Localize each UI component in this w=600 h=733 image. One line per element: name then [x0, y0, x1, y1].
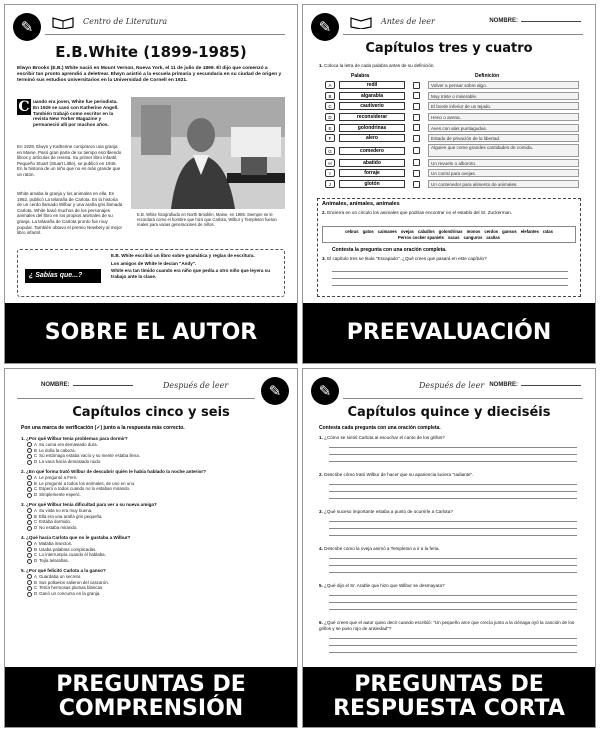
definition-box: Un revuelo o alboroto.	[428, 159, 579, 167]
answer-box[interactable]	[413, 159, 420, 166]
instruction-2-text: Encierra en un círculo los animales que podrías encontrar en el establo del Sr. Zuckerman.	[327, 210, 512, 215]
answer-box[interactable]	[413, 147, 420, 154]
intro-text: Elwyn Brooks (E.B.) White nació en Mount Vernon, Nueva York, el 11 de julio de 1899. Él dijo que comenzó a escribir tan pronto aprendió a deletrear. Elwyn asistió a la escuela primaria y secundaria en su ciudad de origen y terminó sus estudios universitarios en la Universidad de Cornell en 1921.	[17, 66, 282, 83]
question: 5. ¿Qué dijo el Sr. Arable que hizo que Wilbur se desmayara?	[319, 583, 445, 588]
bold-paragraph: uando era joven, White fue periodista. En 1929 se casó con Katherine Angell. También trabajó como escritor en la revista New Yorker Magazine y permaneció allí por muchos años.	[33, 99, 119, 128]
fact-item: Los amigos de White le decían "Andy".	[111, 260, 197, 266]
letter-box: J	[325, 180, 335, 188]
fact-item: E.B. White escribió un libro sobre gramática y reglas de escritura.	[111, 253, 255, 258]
animal-word[interactable]: elefantes	[520, 229, 539, 234]
answer-line[interactable]	[329, 646, 577, 653]
animal-word[interactable]: cerdos	[484, 229, 499, 234]
name-field[interactable]	[41, 382, 133, 388]
answer-box[interactable]	[413, 82, 420, 89]
option[interactable]: C Su estómago estaba vacío y su mente estaba llena.	[27, 453, 283, 459]
answer-box[interactable]	[413, 103, 420, 110]
option-text: Su vista no era muy buena.	[38, 507, 93, 513]
question-text: ¿Qué crees que el autor quiso decir cuando escribió: "Un pequeño arce que crecía junto a la ciénaga oyó la canción de los grillos y se puso rojo de ansiedad"?	[319, 620, 575, 631]
question-text: ¿Qué hacía Carlota que no le gustaba a Wilbur?	[26, 534, 131, 540]
author-photo	[131, 97, 285, 209]
instruction-2: 2. Encierra en un círculo los animales que podrías encontrar en el establo del Sr. Zuckerman.	[322, 210, 512, 215]
page-preview	[309, 375, 589, 663]
pencil-icon: ✎	[311, 377, 339, 405]
letter-box: H	[325, 159, 335, 167]
option[interactable]: B Le dolía la cabeza.	[27, 448, 283, 454]
question-block	[319, 509, 581, 546]
book-icon	[349, 15, 375, 29]
question: 5. ¿Por qué felicitó Carlota a la ganso?	[21, 567, 106, 573]
question-block	[21, 436, 283, 465]
answer-box[interactable]	[413, 124, 420, 131]
option[interactable]: A Mataba insectos.	[27, 541, 283, 547]
answer-line[interactable]	[329, 455, 577, 462]
animal-word[interactable]: golondrinas	[438, 229, 463, 234]
word-box: abatido	[339, 159, 405, 167]
option[interactable]: D No estaba mirando.	[27, 525, 283, 531]
option[interactable]: C Estaba dormido.	[27, 519, 283, 525]
question-block	[319, 546, 581, 583]
answer-box[interactable]	[413, 114, 420, 121]
option-text: Esperó a todos cuando no lo estaban mirando.	[39, 486, 131, 492]
instructions: Pon una marca de verificación (✓) junto a la respuesta más correcto.	[21, 425, 185, 431]
question-3: 3. El capítulo tres se titula "Escapado". ¿Qué crees que pasará en este capítulo?	[322, 256, 487, 261]
letter-box: F	[325, 134, 335, 142]
definition-box: Estado de privación de la libertad.	[428, 134, 579, 142]
question-list	[319, 435, 581, 653]
letter-box: C	[325, 102, 335, 110]
panel-banner: PREEVALUACIÓN	[303, 303, 595, 363]
page-title: Capítulos quince y dieciséis	[347, 405, 551, 420]
instruction-1-text: Coloca la letra de cada palabra antes de su definición.	[324, 63, 435, 68]
option-text: No estaba mirando.	[39, 525, 78, 531]
question: 3. ¿Qué suceso importante estaba a punto de ocurrirle a Carlota?	[319, 509, 453, 514]
question-text: ¿Qué suceso importante estaba a punto de ocurrirle a Carlota?	[324, 509, 453, 514]
answer-line[interactable]	[329, 441, 577, 448]
question-text: Describe cómo trató Wilbur de hacer que su apariencia luciera "radiante".	[324, 472, 474, 477]
vocab-row	[325, 144, 579, 158]
option-text: Lo interrumpía cuando él hablaba.	[39, 552, 106, 558]
question-text: Describe como la oveja animó a Templeton a ir a la feria.	[324, 546, 440, 551]
option[interactable]: A Su vista no era muy buena.	[27, 508, 283, 514]
panel-preevaluacion[interactable]	[302, 4, 596, 364]
definition-box: Alguien que come grandes cantidades de comida.	[428, 144, 579, 157]
letter-box: D	[325, 113, 335, 121]
section-title: Animales, animales, animales	[322, 201, 400, 207]
bio-paragraph-1: En 1929, Elwyn y Katherine compraron una granja en Maine. Pasó gran parte de su tiempo escribiendo libros y artículos de revista. Su primer libro infantil, Pequeño Stuart (Stuart Little), se publicó en 1945. En la historia de un niño que no es más grande que un ratón.	[17, 144, 122, 177]
answer-line[interactable]	[329, 559, 577, 566]
answer-line[interactable]	[329, 485, 577, 492]
word-box: algarabía	[339, 92, 405, 100]
question-text: ¿Cómo se sintió Carlota al escuchar el canto de los grillos?	[324, 435, 445, 440]
animal-word[interactable]: caimanes	[377, 229, 397, 234]
page-preview	[11, 375, 291, 663]
option-text: Tenía hermosas plumas blancas.	[39, 585, 104, 591]
answer-box[interactable]	[413, 92, 420, 99]
option[interactable]: D Simplemente esperó.	[27, 492, 283, 498]
question: 2. Describe cómo trató Wilbur de hacer que su apariencia luciera "radiante".	[319, 472, 474, 477]
vocab-list	[325, 80, 579, 189]
divider	[343, 398, 583, 399]
question: 6. ¿Qué crees que el autor quiso decir cuando escribió: "Un pequeño arce que crecía junto a la ciénaga oyó la canción de los grillos y se puso rojo de ansiedad"?	[319, 620, 575, 631]
animal-word-bank	[322, 226, 576, 243]
name-label: NOMBRE:	[489, 382, 518, 388]
animal-word[interactable]: vacas	[447, 235, 460, 240]
animals-section	[317, 198, 581, 297]
vocab-row	[325, 168, 579, 179]
option[interactable]: B Le preguntó a todos los animales, de uno en uno.	[27, 481, 283, 487]
word-box: forraje	[339, 169, 405, 177]
option-text: Guardaba un secreto.	[38, 573, 82, 579]
answer-line[interactable]	[329, 522, 577, 529]
answer-line[interactable]	[329, 596, 577, 603]
option-text: Mataba insectos.	[38, 540, 73, 546]
animal-word[interactable]: Perros cocker spaniels	[398, 235, 444, 240]
vocab-row	[325, 122, 579, 133]
animal-word[interactable]: ovejas	[400, 229, 414, 234]
option-text: Tejía telarañas.	[39, 558, 69, 564]
definition-box: Un contenedor para alimento de animales.	[428, 180, 579, 188]
vocab-row	[325, 133, 579, 144]
letter-box: G	[325, 147, 335, 155]
question: 2. ¿En qué forma trató Wilbur de descubrir quién le había hablado la noche anterior?	[21, 468, 207, 474]
instructions: Contesta cada pregunta con una oración completa.	[319, 425, 441, 431]
facts-list	[111, 253, 277, 279]
question-text: ¿Qué dijo el Sr. Arable que hizo que Wilbur se desmayara?	[324, 583, 445, 588]
question-block	[319, 472, 581, 509]
option-text: La vaca hacía demasiado ruido.	[39, 459, 102, 465]
definition-box: Volver a pensar sobre algo.	[428, 81, 579, 89]
panel-sobre-el-autor[interactable]	[4, 4, 298, 364]
answer-line[interactable]	[329, 589, 577, 596]
vocab-row	[325, 112, 579, 123]
answer-line[interactable]	[329, 529, 577, 536]
option[interactable]: D Tejía telarañas.	[27, 558, 283, 564]
fact-item: White era tan tímido cuando era niño que pedía a otro niño que leyera su trabajo ante la clase.	[111, 268, 271, 279]
answer-lines[interactable]	[332, 265, 572, 286]
panel-preguntas-respuesta-corta[interactable]	[302, 368, 596, 728]
option[interactable]: D Ganó un concurso en la granja.	[27, 591, 283, 597]
page-title: Capítulos tres y cuatro	[365, 41, 533, 56]
name-field[interactable]	[489, 382, 581, 388]
word-box: glotón	[339, 180, 405, 188]
answer-line[interactable]	[329, 478, 577, 485]
question-block	[319, 435, 581, 472]
answer-line[interactable]	[329, 515, 577, 522]
question-3-text: El capítulo tres se titula "Escapado". ¿Qué crees que pasará en este capítulo?	[327, 256, 487, 261]
word-box: reconsiderar	[339, 113, 405, 121]
word-box: golondrinas	[339, 124, 405, 132]
option[interactable]: B Sus polluelos salieron del cascarón.	[27, 580, 283, 586]
page-preview	[11, 11, 291, 299]
option-text: Usaba palabras complicadas.	[38, 546, 97, 552]
animal-word[interactable]: monos	[466, 229, 481, 234]
option-text: Ganó un concurso en la granja.	[39, 591, 101, 597]
question-block	[21, 469, 283, 498]
animal-word[interactable]: caballos	[417, 229, 435, 234]
option[interactable]: A Guardaba un secreto.	[27, 574, 283, 580]
question-text: ¿Por qué Wilbur tenía dificultad para ver a su nueva amiga?	[26, 501, 157, 507]
panel-preguntas-comprension[interactable]	[4, 368, 298, 728]
animal-word[interactable]: gatos	[362, 229, 374, 234]
definition-box: Un corral para ovejas.	[428, 169, 579, 177]
option[interactable]: C Esperó a todos cuando no lo estaban mirando.	[27, 486, 283, 492]
option-text: Sus polluelos salieron del cascarón.	[38, 579, 109, 585]
divider	[343, 34, 583, 35]
option-text: Le preguntó a todos los animales, de uno en uno.	[38, 480, 136, 486]
question-block	[319, 620, 581, 653]
option[interactable]: A Le preguntó a Fern.	[27, 475, 283, 481]
panel-banner: SOBRE EL AUTOR	[5, 303, 297, 363]
letter-box: A	[325, 81, 335, 89]
page-title: E.B.White (1899-1985)	[55, 43, 247, 61]
photo-caption: E.B. White fotografiado en North Brooklin, Maine, en 1985. Siempre se le recordará como el hombre que hizo que Carlota, Wilbur y Templeton fueran reales para varias generaciones de niños.	[137, 212, 277, 228]
animal-word[interactable]: canguros	[463, 235, 483, 240]
answer-line[interactable]	[329, 448, 577, 455]
word-box: redil	[339, 81, 405, 89]
question: 4. ¿Qué hacía Carlota que no le gustaba a Wilbur?	[21, 534, 131, 540]
pencil-icon: ✎	[311, 13, 339, 41]
page-tag: Después de leer	[419, 381, 485, 390]
page-title: Capítulos cinco y seis	[72, 405, 230, 420]
bio-paragraph-2: White amaba la granja y los animales en ella. En 1952, publicó La telaraña de Carlota. Es la historia de un cerdo llamado Wilbur y una araña gris llamada Carlota. White basó muchos de los personajes animales del libro en los propios animales de su granja. La telaraña de Carlota pronto fue muy popular. También obtuvo el premio Newbery al mejor libro infantil.	[17, 191, 123, 236]
question-text: ¿Por qué Wilbur tenía problemas para dormir?	[26, 436, 128, 441]
answer-line[interactable]	[329, 632, 577, 639]
option-text: Le preguntó a Fern.	[38, 474, 78, 480]
option[interactable]: B Ella era una araña gris pequeña.	[27, 514, 283, 520]
vocab-row	[325, 158, 579, 169]
letter-box: I	[325, 169, 335, 177]
page-preview	[309, 11, 589, 299]
option-text: Simplemente esperó.	[39, 492, 81, 498]
question-list	[21, 436, 283, 597]
answer-line[interactable]	[329, 492, 577, 499]
question: 1. ¿Cómo se sintió Carlota al escuchar el canto de los grillos?	[319, 435, 445, 440]
animal-word[interactable]: arañas	[486, 235, 500, 240]
instruction-3: Contesta la pregunta con una oración completa.	[332, 247, 447, 253]
definition-box: El borde inferior de un tejado.	[428, 102, 579, 110]
page-tag: Después de leer	[163, 381, 229, 390]
letter-box: B	[325, 92, 335, 100]
option-text: Le dolía la cabeza.	[38, 447, 76, 453]
answer-box[interactable]	[413, 170, 420, 177]
question: 4. Describe como la oveja animó a Templeton a ir a la feria.	[319, 546, 440, 551]
answer-line[interactable]	[329, 566, 577, 573]
column-definition: Definición	[475, 73, 500, 79]
definition-box: Aves con alas puntiagudas.	[428, 124, 579, 132]
panel-banner: PREGUNTAS DE COMPRENSIÓN	[5, 667, 297, 727]
option-text: Su cuma era demasiado dura.	[38, 441, 98, 447]
column-word: Palabra	[351, 73, 370, 79]
name-field[interactable]	[489, 18, 581, 24]
drop-cap: C	[18, 99, 30, 115]
word-box: alero	[339, 134, 405, 142]
answer-line[interactable]	[329, 639, 577, 646]
vocab-row	[325, 179, 579, 190]
instruction-1: 1. Coloca la letra de cada palabra antes de su definición.	[319, 63, 435, 68]
option-text: Su estómago estaba vacío y su mente estaba llena.	[39, 453, 140, 459]
option[interactable]: B Usaba palabras complicadas.	[27, 547, 283, 553]
book-icon	[51, 15, 77, 29]
animal-word[interactable]: ratas	[542, 229, 553, 234]
vocab-row	[325, 101, 579, 112]
option[interactable]: C Tenía hermosas plumas blancas.	[27, 585, 283, 591]
answer-box[interactable]	[413, 135, 420, 142]
animal-word[interactable]: cebras	[345, 229, 359, 234]
question-text: ¿En qué forma trató Wilbur de descubrir quién le había hablado la noche anterior?	[26, 468, 207, 474]
name-label: NOMBRE:	[489, 18, 518, 24]
option[interactable]: D La vaca hacía demasiado ruido.	[27, 459, 283, 465]
pencil-icon: ✎	[261, 377, 289, 405]
name-label: NOMBRE:	[41, 382, 70, 388]
pencil-icon: ✎	[13, 13, 41, 41]
question: 1. ¿Por qué Wilbur tenía problemas para dormir?	[21, 436, 128, 441]
question-block	[21, 502, 283, 531]
question-block	[21, 568, 283, 597]
question-block	[319, 583, 581, 620]
option-text: Estaba dormido.	[39, 519, 72, 525]
definition-box: Muy triste o miserable.	[428, 92, 579, 100]
vocab-row	[325, 80, 579, 91]
option-text: Ella era una araña gris pequeña.	[38, 513, 103, 519]
did-you-know-label: ¿ Sabías que...?	[25, 269, 101, 283]
animal-word[interactable]: gansos	[502, 229, 517, 234]
divider	[17, 398, 255, 399]
word-box: cautiverio	[339, 102, 405, 110]
answer-line[interactable]	[329, 552, 577, 559]
question-text: ¿Por qué felicitó Carlota a la ganso?	[26, 567, 106, 573]
vocab-row	[325, 91, 579, 102]
question-block	[21, 535, 283, 564]
letter-box: E	[325, 124, 335, 132]
panel-banner: PREGUNTAS DE RESPUESTA CORTA	[303, 667, 595, 727]
option[interactable]: C Lo interrumpía cuando él hablaba.	[27, 552, 283, 558]
definition-box: Heno o avena.	[428, 113, 579, 121]
answer-line[interactable]	[329, 603, 577, 610]
option[interactable]: A Su cuma era demasiado dura.	[27, 442, 283, 448]
answer-box[interactable]	[413, 181, 420, 188]
word-box: comedero	[339, 147, 405, 155]
page-tag: Antes de leer	[381, 17, 435, 26]
page-tag: Centro de Literatura	[83, 17, 168, 26]
question: 3. ¿Por qué Wilbur tenía dificultad para ver a su nueva amiga?	[21, 501, 157, 507]
divider	[45, 34, 285, 35]
